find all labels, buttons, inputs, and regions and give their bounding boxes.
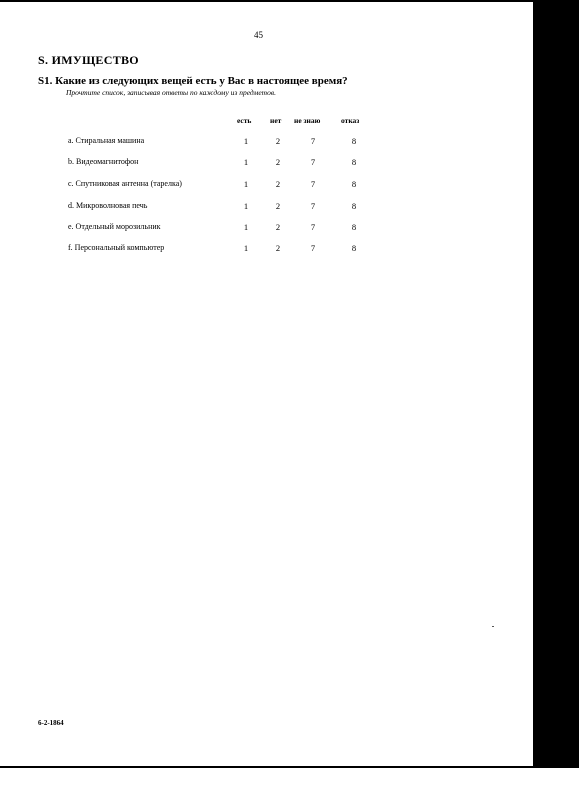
response-code-have: 1 xyxy=(243,222,249,232)
question-instruction: Прочтите список, записывая ответы по каждому из предметов. xyxy=(66,88,276,97)
item-label: a. Стиральная машина xyxy=(68,136,145,145)
item-label: f. Персональный компьютер xyxy=(68,243,165,252)
response-code-refused: 8 xyxy=(351,222,357,232)
item-label: b. Видеомагнитофон xyxy=(68,157,139,166)
response-code-dont-know: 7 xyxy=(310,201,316,211)
response-code-no: 2 xyxy=(275,136,281,146)
question-title: S1. Какие из следующих вещей есть у Вас в настоящее время? xyxy=(38,75,348,87)
response-code-dont-know: 7 xyxy=(310,157,316,167)
scan-speck xyxy=(492,626,494,627)
list-item xyxy=(0,201,535,215)
response-code-no: 2 xyxy=(275,179,281,189)
column-header-no: нет xyxy=(270,116,282,125)
column-header-have: есть xyxy=(237,116,252,125)
scan-top-border xyxy=(0,0,535,2)
response-code-dont-know: 7 xyxy=(310,222,316,232)
column-header-dont-know: не знаю xyxy=(294,116,321,125)
footer-code: 6-2-1864 xyxy=(38,719,64,727)
response-code-no: 2 xyxy=(275,157,281,167)
response-code-have: 1 xyxy=(243,179,249,189)
item-label: d. Микроволновая печь xyxy=(68,201,148,210)
response-code-refused: 8 xyxy=(351,136,357,146)
response-code-no: 2 xyxy=(275,222,281,232)
column-header-refused: отказ xyxy=(341,116,360,125)
response-code-refused: 8 xyxy=(351,179,357,189)
section-title: S. ИМУЩЕСТВО xyxy=(38,53,139,67)
list-item xyxy=(0,157,535,171)
response-code-have: 1 xyxy=(243,157,249,167)
response-code-refused: 8 xyxy=(351,243,357,253)
item-label: e. Отдельный морозильник xyxy=(68,222,161,231)
list-item xyxy=(0,243,535,257)
item-label: c. Спутниковая антенна (тарелка) xyxy=(68,179,182,188)
response-code-dont-know: 7 xyxy=(310,179,316,189)
response-code-refused: 8 xyxy=(351,201,357,211)
scan-dark-edge xyxy=(533,0,579,796)
response-code-no: 2 xyxy=(275,243,281,253)
list-item xyxy=(0,222,535,236)
response-code-have: 1 xyxy=(243,201,249,211)
response-code-have: 1 xyxy=(243,136,249,146)
page-number: 45 xyxy=(254,30,263,40)
response-code-have: 1 xyxy=(243,243,249,253)
response-code-refused: 8 xyxy=(351,157,357,167)
list-item xyxy=(0,136,535,150)
response-code-no: 2 xyxy=(275,201,281,211)
response-code-dont-know: 7 xyxy=(310,243,316,253)
scan-bottom-band xyxy=(0,768,579,796)
list-item xyxy=(0,179,535,193)
response-code-dont-know: 7 xyxy=(310,136,316,146)
